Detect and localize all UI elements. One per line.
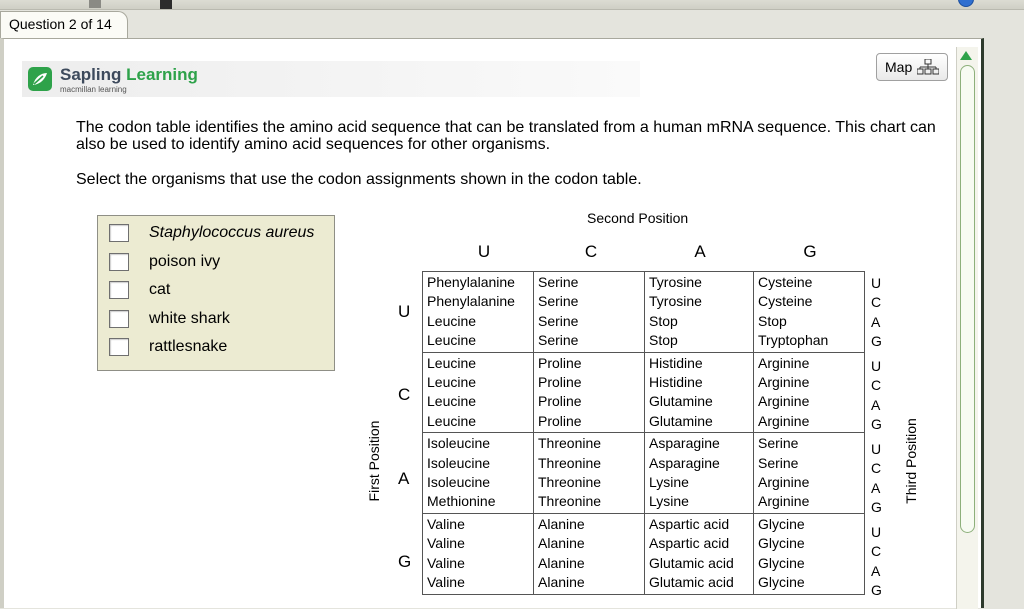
second-position-label: Second Position: [587, 210, 689, 226]
codon-table: [422, 271, 865, 595]
codon-cell: Histidine Histidine Glutamine Glutamine: [645, 352, 754, 433]
codon-row-u: [423, 272, 865, 353]
question-text: The codon table identifies the amino acid sequence that can be translated from a human mRNA sequence. This chart can also be used to identify amino acid sequences for other organisms.: [76, 119, 936, 153]
question-panel: [0, 38, 984, 608]
checkbox[interactable]: [109, 281, 129, 299]
codon-cell: Serine Serine Serine Serine: [534, 272, 645, 353]
codon-cell: Aspartic acid Aspartic acid Glutamic acid Glutamic acid: [645, 513, 754, 594]
vertical-scrollbar[interactable]: [956, 47, 978, 609]
choice-white-shark[interactable]: [98, 304, 334, 333]
codon-cell: Cysteine Cysteine Stop Tryptophan: [754, 272, 865, 353]
column-header-c: C: [584, 242, 598, 261]
scroll-up-arrow-icon[interactable]: [960, 51, 972, 60]
codon-row-c: [423, 352, 865, 433]
logo-brand: [60, 65, 198, 85]
choice-label: poison ivy: [149, 252, 221, 270]
checkbox[interactable]: [109, 310, 129, 328]
codon-cell: Threonine Threonine Threonine Threonine: [534, 433, 645, 514]
choice-staphylococcus-aureus[interactable]: [98, 218, 334, 247]
third-position-letters-c: U C A G: [871, 358, 882, 433]
checkbox[interactable]: [109, 253, 129, 271]
choice-poison-ivy[interactable]: [98, 247, 334, 276]
column-header-a: A: [694, 242, 706, 261]
codon-cell: Valine Valine Valine Valine: [423, 513, 534, 594]
question-prompt: Select the organisms that use the codon assignments shown in the codon table.: [76, 171, 642, 188]
row-header-u: U: [398, 302, 411, 321]
choice-label: Staphylococcus aureus: [149, 224, 315, 241]
map-tree-icon: [917, 59, 939, 75]
codon-cell: Serine Serine Arginine Arginine: [754, 433, 865, 514]
help-icon[interactable]: [958, 0, 974, 7]
codon-row-a: [423, 433, 865, 514]
row-header-a: A: [398, 469, 410, 488]
first-position-label: First Position: [366, 420, 382, 502]
checkbox[interactable]: [109, 338, 129, 356]
codon-cell: Glycine Glycine Glycine Glycine: [754, 513, 865, 594]
scrollbar-thumb[interactable]: [960, 65, 975, 533]
map-button-label: Map: [885, 59, 913, 75]
row-header-c: C: [398, 385, 411, 404]
calculator-icon[interactable]: [160, 0, 172, 6]
codon-cell: Phenylalanine Phenylalanine Leucine Leucine: [423, 272, 534, 353]
codon-row-g: [423, 513, 865, 594]
third-position-label: Third Position: [903, 418, 919, 504]
choice-cat[interactable]: [98, 275, 334, 304]
choice-label: white shark: [149, 309, 230, 327]
column-header-u: U: [477, 242, 491, 261]
third-position-letters-g: U C A G: [871, 524, 882, 599]
print-icon[interactable]: [88, 0, 102, 6]
logo-brand-sapling: Sapling: [60, 65, 122, 84]
organism-choices: [97, 215, 335, 371]
codon-cell: Leucine Leucine Leucine Leucine: [423, 352, 534, 433]
logo-subtitle: macmillan learning: [60, 85, 127, 94]
sapling-leaf-icon: [28, 67, 52, 91]
sapling-learning-logo: [22, 61, 640, 97]
top-toolbar: [0, 0, 1024, 10]
third-position-letters-a: U C A G: [871, 441, 882, 516]
codon-cell: Arginine Arginine Arginine Arginine: [754, 352, 865, 433]
codon-cell: Asparagine Asparagine Lysine Lysine: [645, 433, 754, 514]
third-position-letters-u: U C A G: [871, 275, 882, 350]
codon-cell: Isoleucine Isoleucine Isoleucine Methionine: [423, 433, 534, 514]
question-tab[interactable]: [0, 11, 128, 39]
question-tab-label: Question 2 of 14: [9, 16, 112, 32]
choice-label: cat: [149, 281, 171, 298]
checkbox[interactable]: [109, 224, 129, 242]
choice-label: rattlesnake: [149, 338, 228, 355]
codon-cell: Proline Proline Proline Proline: [534, 352, 645, 433]
column-header-g: G: [803, 242, 817, 261]
codon-cell: Alanine Alanine Alanine Alanine: [534, 513, 645, 594]
choice-rattlesnake[interactable]: [98, 332, 334, 361]
logo-brand-learning: Learning: [126, 65, 198, 84]
row-header-g: G: [398, 552, 412, 571]
codon-cell: Tyrosine Tyrosine Stop Stop: [645, 272, 754, 353]
map-button[interactable]: [876, 53, 948, 81]
